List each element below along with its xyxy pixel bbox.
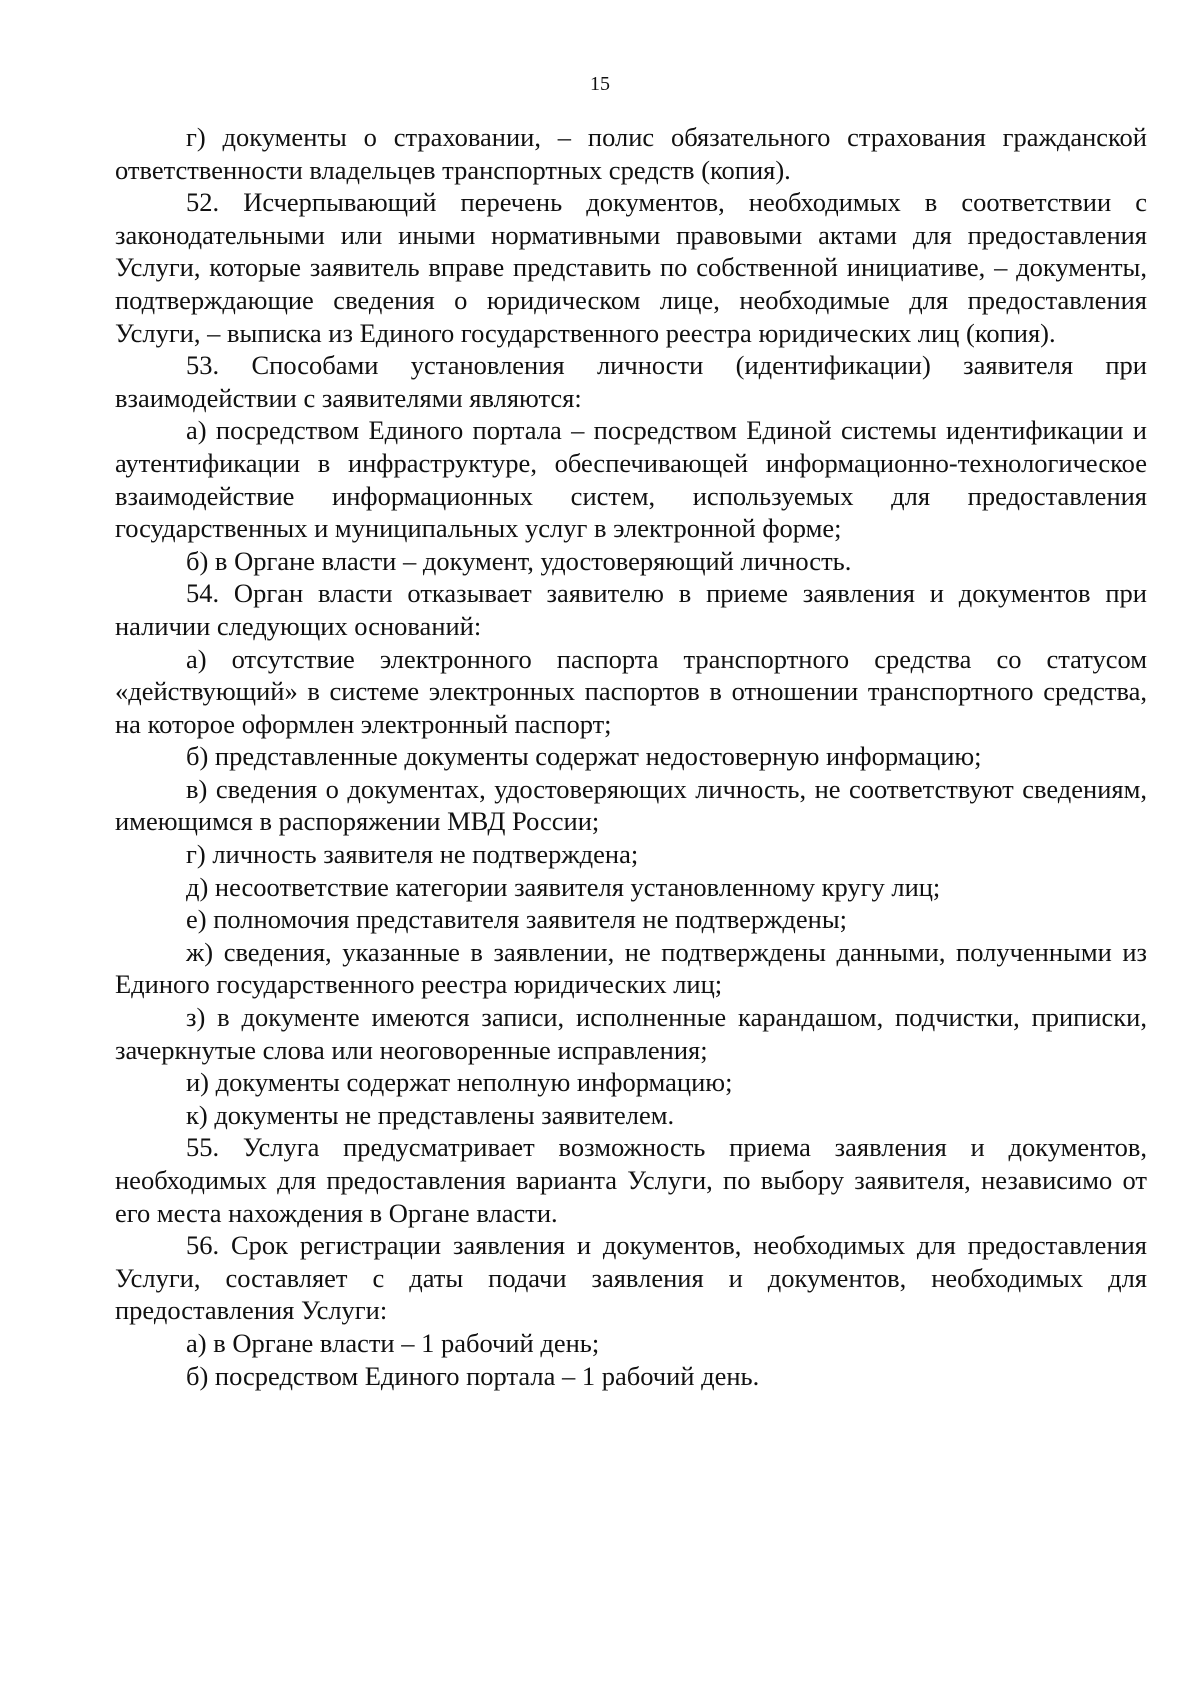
page-number: 15: [590, 73, 610, 95]
paragraph-item-g-insurance: г) документы о страховании, – полис обязательного страхования гражданской ответственности владельцев транспортных средств (копия).: [115, 122, 1147, 185]
paragraph-54: 54. Орган власти отказывает заявителю в приеме заявления и документов при наличии следующих оснований:: [115, 578, 1147, 641]
paragraph-56-a: а) в Органе власти – 1 рабочий день;: [186, 1327, 600, 1358]
paragraph-53: 53. Способами установления личности (идентификации) заявителя при взаимодействии с заявителями являются:: [115, 350, 1147, 413]
paragraph-54-b: б) представленные документы содержат недостоверную информацию;: [186, 741, 982, 772]
paragraph-56-b: б) посредством Единого портала – 1 рабочий день.: [186, 1360, 760, 1391]
paragraph-54-e: е) полномочия представителя заявителя не подтверждены;: [186, 904, 847, 935]
paragraph-54-v: в) сведения о документах, удостоверяющих личность, не соответствуют сведениям, имеющимся в распоряжении МВД России;: [115, 773, 1147, 837]
paragraph-55: 55. Услуга предусматривает возможность приема заявления и документов, необходимых для предоставления варианта Услуги, по выбору заявителя, независимо от его места нахождения в Органе власти.: [115, 1132, 1147, 1228]
paragraph-54-k: к) документы не представлены заявителем.: [186, 1099, 675, 1130]
paragraph-54-zh: ж) сведения, указанные в заявлении, не подтверждены данными, полученными из Единого государственного реестра юридических лиц;: [115, 936, 1147, 1000]
paragraph-54-g: г) личность заявителя не подтверждена;: [186, 839, 639, 870]
paragraph-53-a: а) посредством Единого портала – посредством Единой системы идентификации и аутентификации в инфраструктуре, обеспечивающей информационно-технологическое взаимодействие информационных систем, используемых для предоставления государственных и муниципальных услуг в электронной форме;: [115, 415, 1147, 544]
paragraph-53-b: б) в Органе власти – документ, удостоверяющий личность.: [186, 545, 852, 576]
paragraph-54-z: з) в документе имеются записи, исполненные карандашом, подчистки, приписки, зачеркнутые слова или неоговоренные исправления;: [115, 1002, 1147, 1065]
paragraph-52: 52. Исчерпывающий перечень документов, необходимых в соответствии с законодательными или иными нормативными правовыми актами для предоставления Услуги, которые заявитель вправе представить по собственной инициативе, – документы, подтверждающие сведения о юридическом лице, необходимые для предоставления Услуги, – выписка из Единого государственного реестра юридических лиц (копия).: [115, 187, 1147, 348]
paragraph-56: 56. Срок регистрации заявления и документов, необходимых для предоставления Услуги, составляет с даты подачи заявления и документов, необходимых для предоставления Услуги:: [115, 1230, 1147, 1326]
paragraph-54-d: д) несоответствие категории заявителя установленному кругу лиц;: [186, 871, 941, 902]
document-body: [115, 121, 1147, 1392]
paragraph-54-a: а) отсутствие электронного паспорта транспортного средства со статусом «действующий» в системе электронных паспортов в отношении транспортного средства, на которое оформлен электронный паспорт;: [115, 643, 1147, 739]
paragraph-54-i: и) документы содержат неполную информацию;: [186, 1067, 733, 1098]
